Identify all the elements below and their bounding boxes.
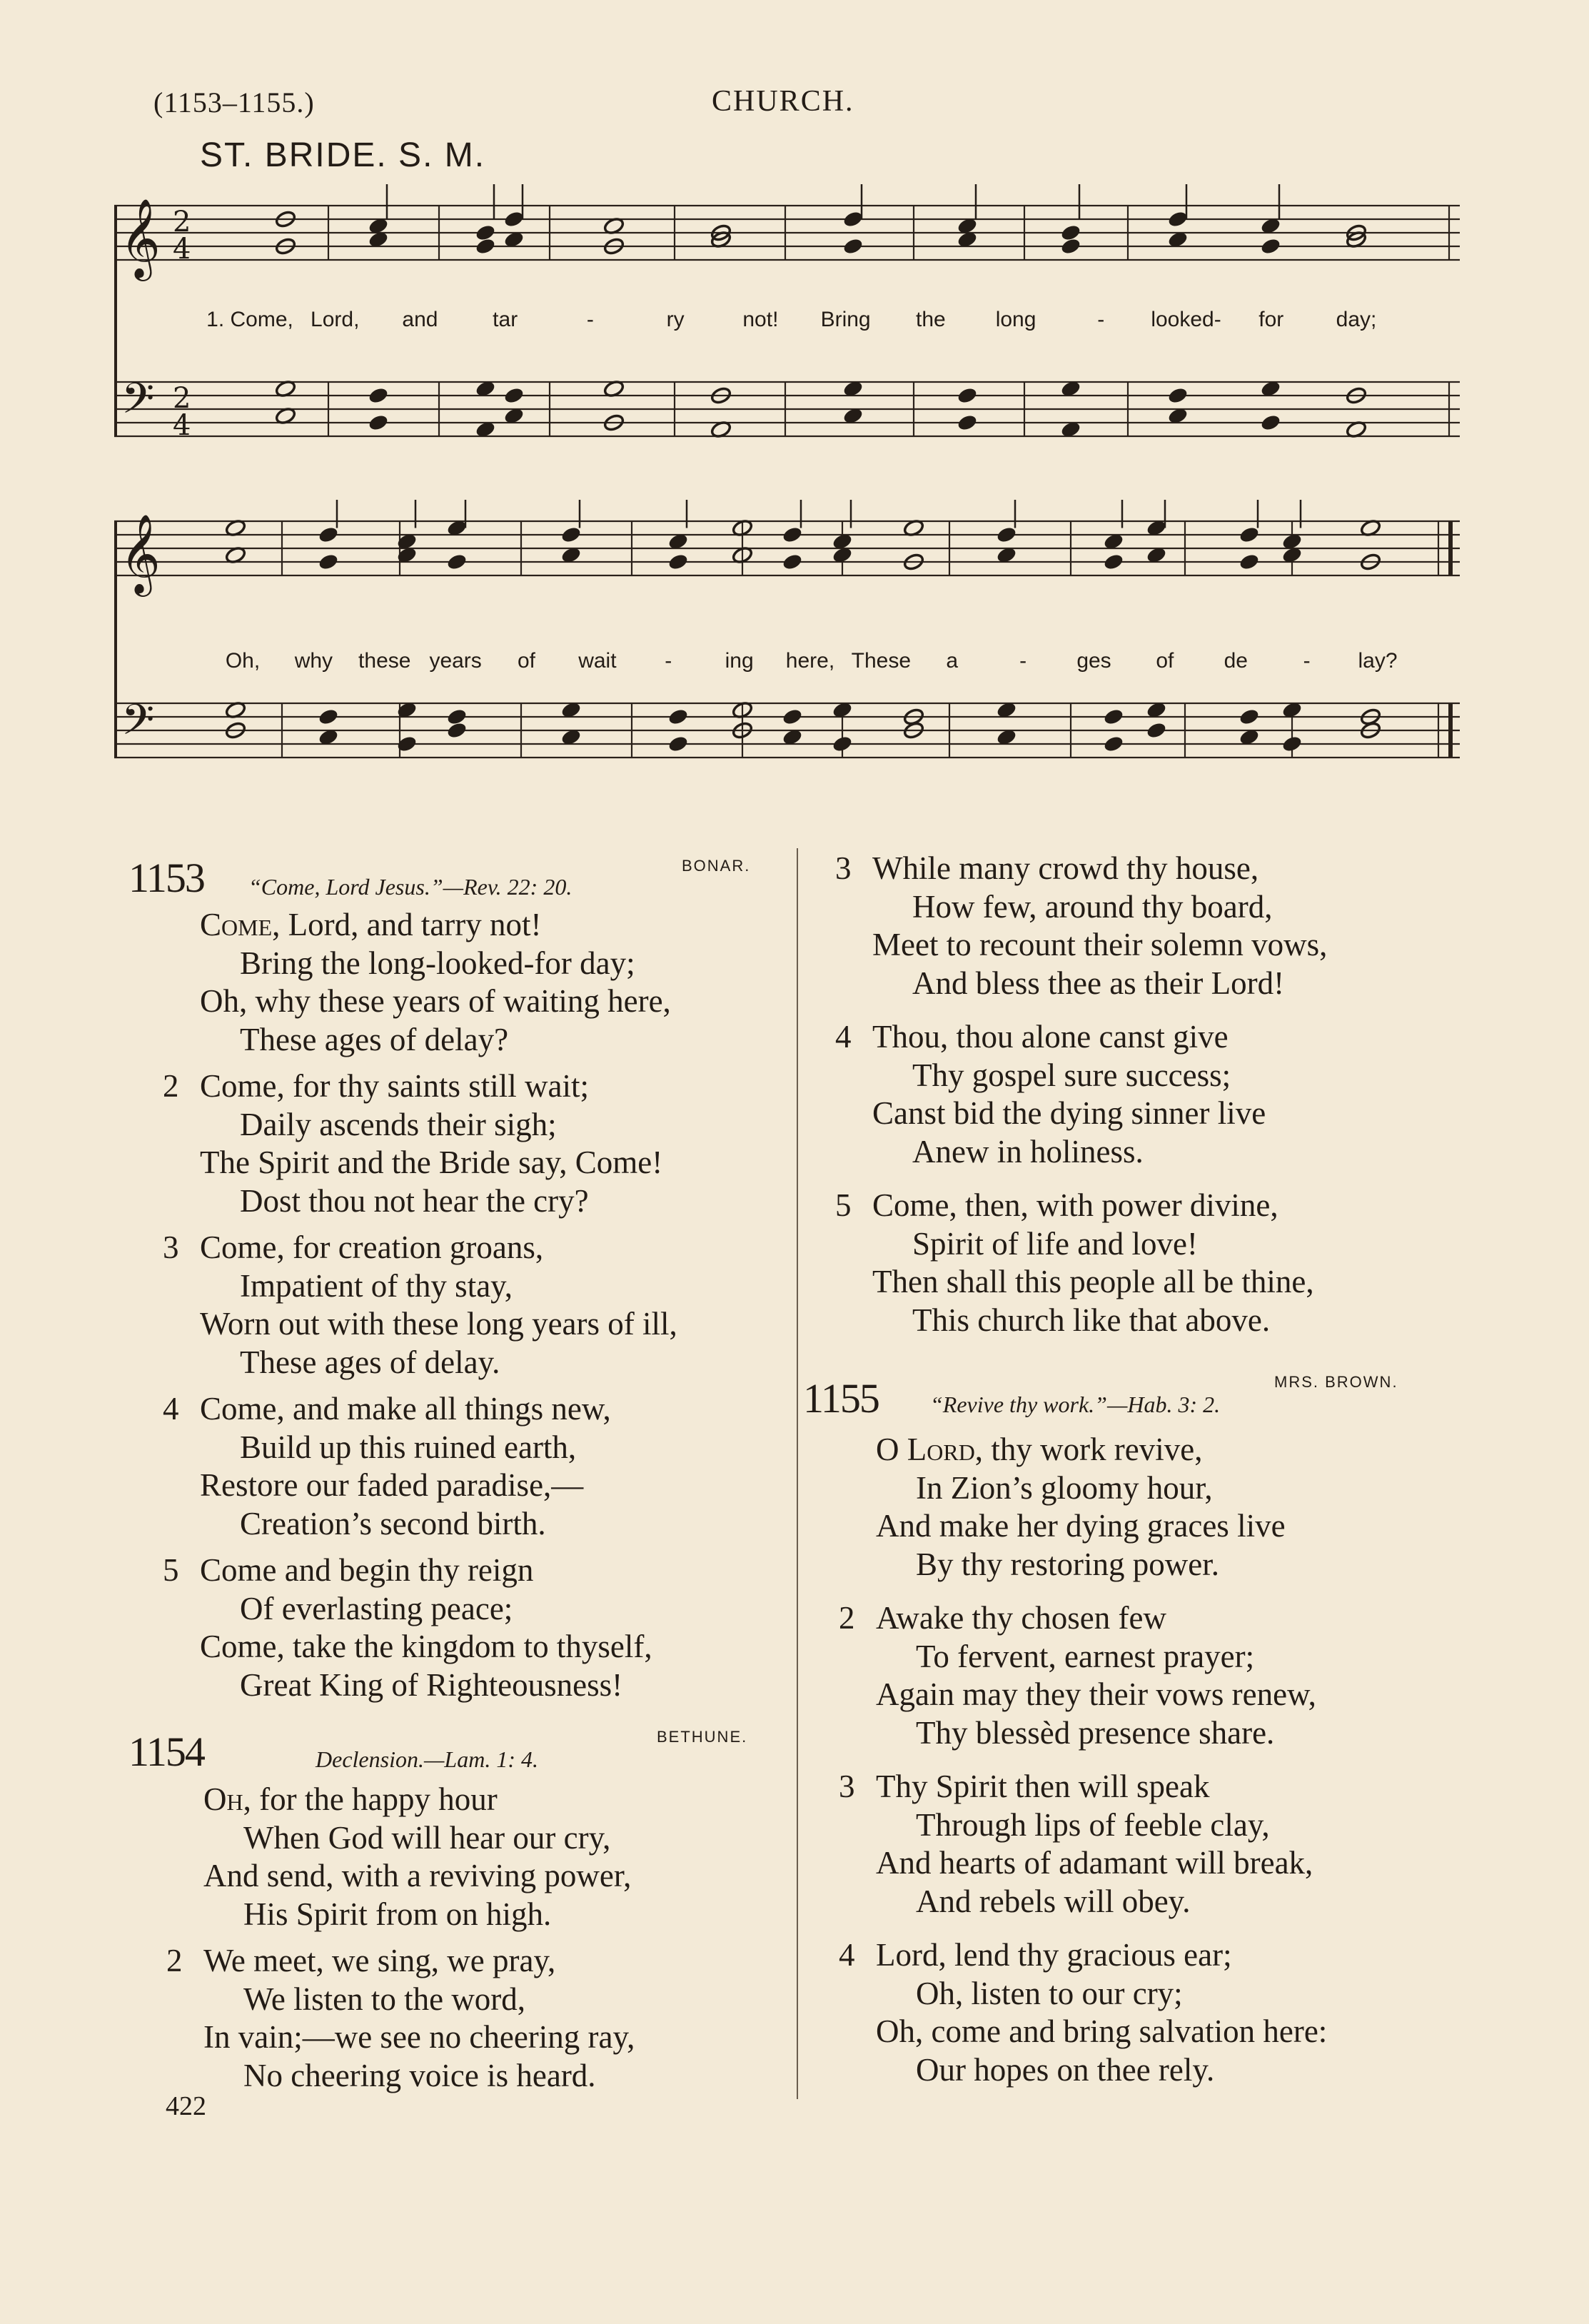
clefs [120, 198, 191, 755]
verse-line: Meet to recount their solemn vows, [872, 927, 1328, 962]
verse-line: Restore our faded paradise,— [200, 1467, 584, 1503]
verse-line: Oh, for the happy hour [203, 1781, 498, 1817]
verse-line: Our hopes on thee rely. [916, 2051, 1215, 2088]
verse-line: Then shall this people all be thine, [872, 1264, 1314, 1299]
lyric-syllable: - [1019, 649, 1027, 673]
verse-line: Daily ascends their sigh; [240, 1106, 557, 1142]
hymn-number: 1154 [128, 1729, 204, 1775]
hymn-1155-stanzas [839, 1431, 1328, 2089]
stanza-number: 2 [839, 1600, 855, 1636]
lyric-syllable: These [851, 649, 912, 673]
verse-line: Bring the long-looked-for day; [240, 945, 635, 981]
svg-text:𝄢: 𝄢 [121, 695, 155, 755]
stanza-1 [876, 1431, 1327, 1584]
lyrics-system-1 [206, 308, 1376, 331]
lyric-syllable: Oh, [225, 649, 261, 673]
svg-text:4: 4 [173, 233, 191, 266]
verse-line: And bless thee as their Lord! [912, 965, 1285, 1001]
scripture-reference: “Revive thy work.”—Hab. 3: 2. [930, 1392, 1221, 1417]
first-word: O Lord, [876, 1432, 984, 1467]
verse-line: This church like that above. [912, 1302, 1271, 1338]
svg-text:𝄞: 𝄞 [120, 513, 161, 593]
lyrics-system-2 [226, 649, 1398, 673]
lyric-syllable: long [995, 308, 1036, 331]
author: BONAR. [682, 857, 751, 875]
verse-line: Worn out with these long years of ill, [200, 1306, 677, 1342]
verse-line: Come, Lord, and tarry not! [200, 907, 542, 942]
lyric-syllable: ing [725, 649, 754, 673]
lyric-syllable: for [1258, 308, 1284, 331]
lyric-syllable: ges [1076, 649, 1111, 673]
stanza-number: 5 [163, 1552, 179, 1588]
verse-line: Again may they their vows renew, [876, 1676, 1316, 1712]
lyric-syllable: - [1097, 308, 1105, 331]
page-number: 422 [166, 2091, 206, 2121]
scripture-reference: “Come, Lord Jesus.”—Rev. 22: 20. [248, 874, 572, 900]
verse-line: Creation’s second birth. [240, 1505, 546, 1541]
verse-line: In Zion’s gloomy hour, [916, 1469, 1213, 1506]
lyric-syllable: - [665, 649, 672, 673]
verse-line: Canst bid the dying sinner live [872, 1095, 1266, 1131]
verse-line: By thy restoring power. [916, 1546, 1219, 1582]
verse-line: When God will hear our cry, [243, 1819, 611, 1856]
hymn-1154-stanzas-left [166, 1781, 635, 2095]
verse-line: And make her dying graces live [876, 1508, 1286, 1544]
lyric-syllable: of [517, 649, 536, 673]
lyric-syllable: Lord, [311, 308, 360, 331]
verse-line: 4 Come, and make all things new, [200, 1390, 677, 1429]
stanza-2 [163, 1067, 677, 1220]
lyric-syllable: Bring [820, 308, 871, 331]
verse-line: To fervent, earnest prayer; [916, 1638, 1255, 1674]
stanza-2 [166, 1942, 635, 2095]
lyric-syllable: a [946, 649, 959, 673]
verse-line: Spirit of life and love! [912, 1225, 1198, 1262]
author: BETHUNE. [657, 1728, 748, 1746]
verse-line: Dost thou not hear the cry? [240, 1182, 589, 1219]
lyric-syllable: - [586, 308, 594, 331]
verse-line: Oh, listen to our cry; [916, 1975, 1183, 2011]
hymn-range-header: (1153–1155.) [153, 86, 315, 119]
music-score [114, 178, 1463, 807]
stanza-4 [163, 1390, 677, 1543]
first-word: Come, [200, 907, 281, 942]
lyric-syllable: looked- [1151, 308, 1221, 331]
stanza-number: 3 [835, 850, 852, 886]
verse-line: 2 Come, for thy saints still wait; [200, 1067, 677, 1106]
lyric-syllable: tar [493, 308, 518, 331]
verse-line: 2 Awake thy chosen few [876, 1599, 1327, 1638]
stanza-3 [839, 1768, 1327, 1921]
verse-line: Build up this ruined earth, [240, 1429, 577, 1465]
stanza-2 [839, 1599, 1327, 1752]
hymn-1153-stanzas [163, 906, 677, 1704]
lyric-syllable: day; [1336, 308, 1377, 331]
verse-line: These ages of delay. [240, 1344, 500, 1380]
hymn-1154-heading [128, 1728, 764, 1785]
section-header: CHURCH. [712, 85, 854, 118]
lyric-syllable: lay? [1358, 649, 1398, 673]
stanza-3 [835, 850, 1328, 1002]
lyric-syllable: years [429, 649, 482, 673]
scripture-reference: Declension.—Lam. 1: 4. [316, 1746, 538, 1772]
stanza-number: 5 [835, 1187, 852, 1223]
hymn-1153-heading [128, 854, 764, 911]
verse-line: Anew in holiness. [912, 1133, 1144, 1169]
lyric-syllable: and [402, 308, 438, 331]
verse-line: 3 While many crowd thy house, [872, 850, 1327, 888]
verse-line: Through lips of feeble clay, [916, 1806, 1270, 1843]
stanza-number: 4 [835, 1019, 852, 1055]
lyric-syllable: de [1224, 649, 1248, 673]
lyric-syllable: these [358, 649, 411, 673]
stanza-number: 2 [163, 1068, 179, 1104]
lyric-syllable: not! [742, 308, 779, 331]
verse-line: And hearts of adamant will break, [876, 1845, 1313, 1881]
lyric-syllable: - [1303, 649, 1311, 673]
tune-title: ST. BRIDE. S. M. [200, 136, 486, 174]
verse-line: Thy gospel sure success; [912, 1057, 1231, 1093]
verse-line: 3 Come, for creation groans, [200, 1229, 677, 1267]
verse-line: Oh, come and bring salvation here: [876, 2013, 1328, 2049]
svg-text:2: 2 [173, 382, 191, 415]
svg-text:𝄢: 𝄢 [121, 373, 155, 433]
verse-line: Come, take the kingdom to thyself, [200, 1629, 652, 1664]
verse-line: Of everlasting peace; [240, 1590, 513, 1626]
lyric-syllable: the [915, 308, 946, 331]
verse-line: O Lord, thy work revive, [876, 1432, 1203, 1467]
stanza-5 [835, 1187, 1327, 1339]
lyric-syllable: wait [578, 649, 617, 673]
stanza-number: 3 [163, 1229, 179, 1265]
hymn-number: 1155 [803, 1375, 879, 1422]
stanza-4 [835, 1018, 1327, 1171]
first-word: Oh, [203, 1781, 251, 1817]
verse-line: In vain;—we see no cheering ray, [203, 2019, 635, 2055]
verse-line: Oh, why these years of waiting here, [200, 983, 671, 1019]
verse-line: 5 Come and begin thy reign [200, 1551, 677, 1590]
verse-line: His Spirit from on high. [243, 1896, 552, 1932]
verse-line: And rebels will obey. [916, 1883, 1191, 1919]
author: MRS. BROWN. [1274, 1373, 1398, 1391]
verse-line: And send, with a reviving power, [203, 1858, 632, 1893]
verse-line: Thy blessèd presence share. [916, 1714, 1275, 1751]
svg-text:𝄞: 𝄞 [120, 198, 161, 278]
verse-line: No cheering voice is heard. [243, 2057, 596, 2093]
verse-line: 4 Thou, thou alone canst give [872, 1018, 1327, 1057]
verse-line: These ages of delay? [240, 1021, 509, 1057]
stanza-3 [163, 1229, 677, 1382]
stanza-1 [203, 1781, 635, 1933]
hymn-1154-stanzas-right [835, 850, 1328, 1339]
verse-line: 5 Come, then, with power divine, [872, 1187, 1327, 1225]
verse-line: 2 We meet, we sing, we pray, [203, 1942, 635, 1981]
verse-line: Great King of Righteousness! [240, 1666, 623, 1703]
lyric-syllable: ry [666, 308, 685, 331]
stanza-number: 4 [839, 1937, 855, 1973]
lyric-syllable: why [294, 649, 333, 673]
svg-text:4: 4 [173, 409, 191, 442]
verse-line: The Spirit and the Bride say, Come! [200, 1145, 663, 1180]
hymn-number: 1153 [128, 855, 204, 901]
stanza-number: 3 [839, 1769, 855, 1804]
hymn-1155-heading [803, 1374, 1446, 1432]
verse-line: We listen to the word, [243, 1981, 526, 2017]
verse-line: 4 Lord, lend thy gracious ear; [876, 1936, 1327, 1975]
verse-line: Impatient of thy stay, [240, 1267, 513, 1304]
svg-text:2: 2 [173, 206, 191, 238]
stanza-1 [200, 906, 677, 1059]
verse-line: 3 Thy Spirit then will speak [876, 1768, 1327, 1806]
stanza-number: 4 [163, 1391, 179, 1427]
stanza-4 [839, 1936, 1328, 2089]
stanza-5 [163, 1551, 677, 1704]
lyric-syllable: 1. Come, [206, 308, 293, 331]
column-divider [797, 848, 798, 2099]
verse-line: How few, around thy board, [912, 888, 1273, 925]
stanza-number: 2 [166, 1943, 183, 1978]
lyric-syllable: here, [785, 649, 835, 673]
lyric-syllable: of [1156, 649, 1174, 673]
